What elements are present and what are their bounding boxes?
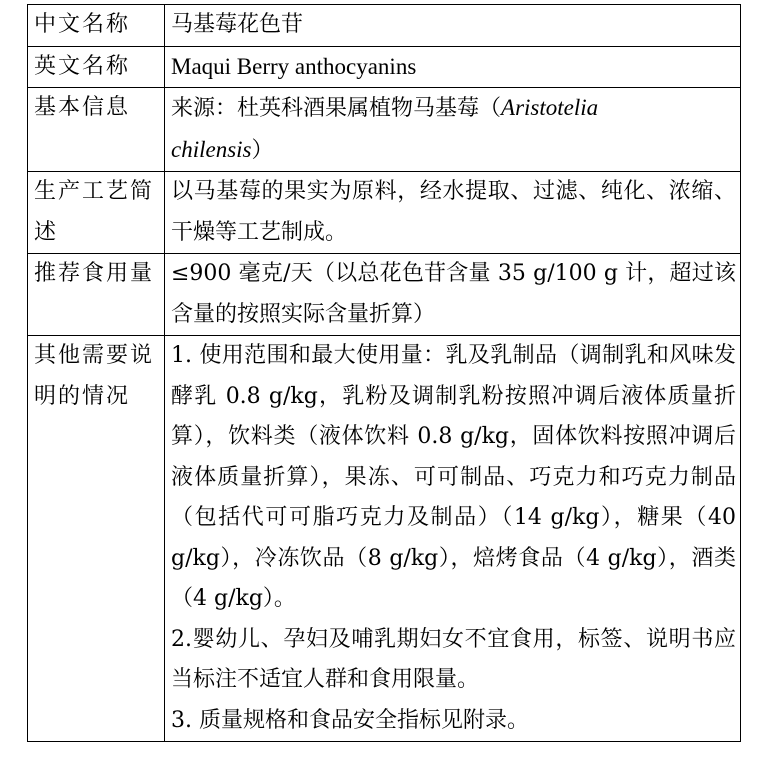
value-process: 以马基莓的果实为原料，经水提取、过滤、纯化、浓缩、干燥等工艺制成。 (165, 172, 741, 254)
value-other-notes (165, 336, 741, 742)
label-english-name: 英文名称 (28, 46, 165, 88)
value-english-name: Maqui Berry anthocyanins (165, 46, 741, 88)
table-row (28, 336, 741, 742)
note-item-2: 2.婴幼儿、孕妇及哺乳期妇女不宜食用，标签、说明书应当标注不适宜人群和食用限量。 (171, 626, 736, 692)
note-item-1: 1. 使用范围和最大使用量：乳及乳制品（调制乳和风味发酵乳 0.8 g/kg，乳粉及调制乳粉按照冲调后液体质量折算），饮料类（液体饮料 0.8 g/kg，固体饮料按照冲调后液体质量折算），果冻、可可制品、巧克力和巧克力制品（包括代可可脂巧克力及制品）（14 g/kg），糖果（40 g/kg），冷冻饮品（8 g/kg），焙烤食品（4 g/kg），酒类（4 g/kg）。 (171, 343, 736, 611)
table-row (28, 46, 741, 88)
table-row (28, 254, 741, 336)
latin-genus: Aristotelia (501, 95, 599, 120)
basic-info-line-2 (171, 130, 736, 172)
label-other-notes: 其他需要说明的情况 (28, 336, 165, 742)
source-text: 来源：杜英科酒果属植物马基莓（ (171, 96, 502, 121)
label-basic-info: 基本信息 (28, 88, 165, 172)
new-food-info-table (27, 4, 741, 742)
label-chinese-name: 中文名称 (28, 5, 165, 47)
label-process: 生产工艺简述 (28, 172, 165, 254)
table-row (28, 5, 741, 47)
value-basic-info (165, 88, 741, 172)
label-recommended-intake: 推荐食用量 (28, 254, 165, 336)
value-chinese-name: 马基莓花色苷 (165, 5, 741, 47)
note-item-3: 3. 质量规格和食品安全指标见附录。 (171, 707, 529, 733)
value-recommended-intake: ≤900 毫克/天（以总花色苷含量 35 g/100 g 计，超过该含量的按照实际含量折算） (165, 254, 741, 336)
basic-info-line-1 (171, 88, 736, 130)
table-row (28, 88, 741, 172)
latin-species: chilensis (171, 136, 252, 162)
source-close-paren: ） (251, 137, 274, 163)
table-row (28, 172, 741, 254)
